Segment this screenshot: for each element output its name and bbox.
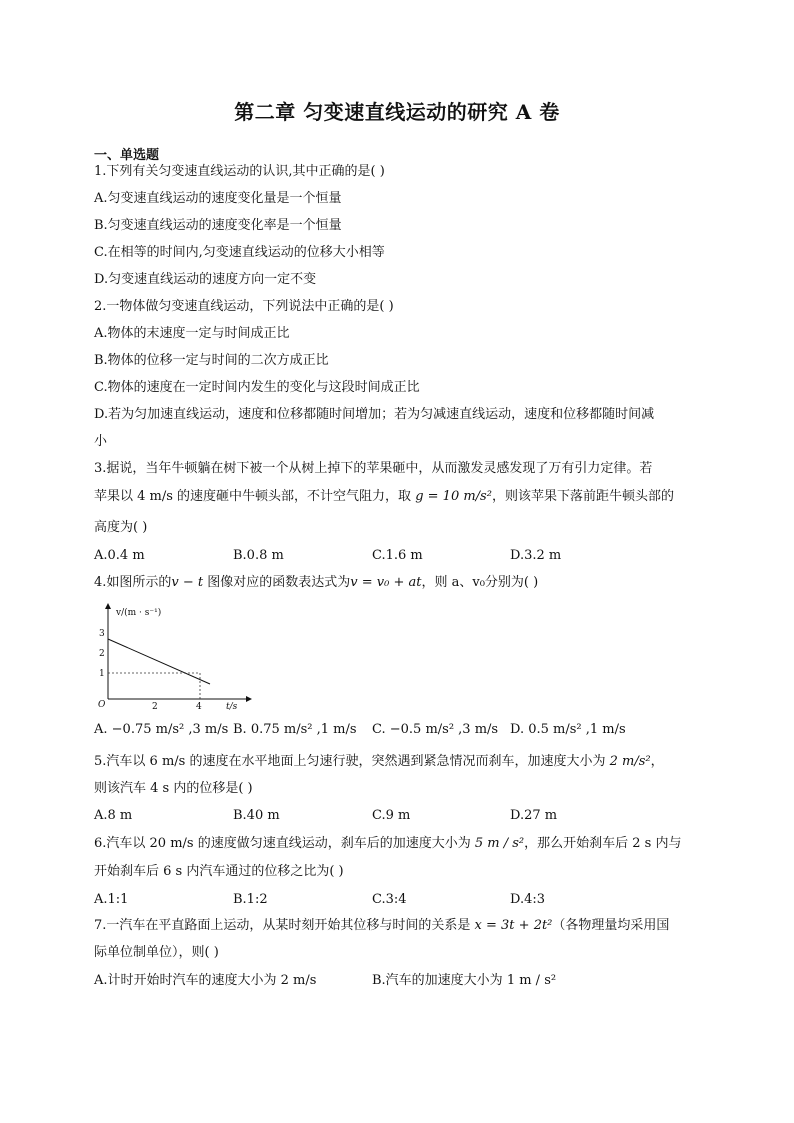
q7-displacement-formula: x = 3t + 2t²	[474, 918, 553, 933]
q4-option-b: B. 0.75 m/s² ,1 m/s	[233, 722, 357, 737]
q6-option-c: C.3:4	[372, 892, 407, 907]
x-tick-2: 2	[152, 702, 158, 711]
velocity-line	[108, 639, 210, 684]
q1-option-b: B.匀变速直线运动的速度变化率是一个恒量	[94, 218, 342, 233]
q7-option-b: B.汽车的加速度大小为 1 m / s²	[372, 973, 557, 988]
q2-option-d-line1: D.若为匀加速直线运动，速度和位移都随时间增加；若为匀减速直线运动，速度和位移都随时间减	[94, 407, 655, 422]
x-axis-label: t/s	[226, 702, 238, 711]
q3-stem-line3: 高度为( )	[94, 520, 148, 535]
q5-text-a: 5.汽车以 6 m/s 的速度在水平地面上匀速行驶，突然遇到紧急情况而刹车，加速度大小为	[94, 754, 610, 769]
q5-text-c: ，	[650, 754, 664, 769]
q6-stem-line2: 开始刹车后 6 s 内汽车通过的位移之比为( )	[94, 864, 344, 879]
q3-gravity-formula: g = 10 m/s²	[415, 489, 492, 504]
q1-stem: 1.下列有关匀变速直线运动的认识,其中正确的是( )	[94, 164, 385, 179]
q2-stem: 2.一物体做匀变速直线运动，下列说法中正确的是( )	[94, 299, 394, 314]
q6-option-d: D.4:3	[510, 892, 546, 907]
q7-option-a: A.计时开始时汽车的速度大小为 2 m/s	[94, 973, 317, 988]
q4-text-b: 图像对应的函数表达式为	[203, 575, 351, 590]
q2-option-d-line2: 小	[94, 434, 108, 449]
q2-option-a: A.物体的末速度一定与时间成正比	[94, 326, 290, 341]
q5-stem-line1	[94, 752, 664, 772]
q4-equation: v = v₀ + at	[350, 575, 422, 590]
q2-option-c: C.物体的速度在一定时间内发生的变化与这段时间成正比	[94, 380, 420, 395]
q4-stem	[94, 573, 538, 593]
origin-label: O	[98, 700, 106, 710]
q7-stem-line2: 际单位制单位），则( )	[94, 945, 219, 960]
vt-graph	[96, 603, 256, 711]
x-axis-arrow	[246, 696, 252, 702]
q1-option-d: D.匀变速直线运动的速度方向一定不变	[94, 272, 317, 287]
y-tick-2: 2	[99, 649, 105, 659]
q4-option-c: C. −0.5 m/s² ,3 m/s	[372, 722, 499, 737]
q4-vt-label: v − t	[171, 575, 204, 590]
series-layer	[108, 639, 210, 684]
y-tick-3: 3	[99, 629, 105, 639]
y-axis-label: v/(m · s⁻¹)	[116, 608, 162, 618]
q3-option-d: D.3.2 m	[510, 548, 562, 563]
q4-option-d: D. 0.5 m/s² ,1 m/s	[510, 722, 626, 737]
q3-option-a: A.0.4 m	[94, 548, 145, 563]
q6-option-a: A.1:1	[94, 892, 129, 907]
q3-stem-line2	[94, 487, 674, 507]
q7-stem-line1	[94, 916, 669, 936]
q4-text-a: 4.如图所示的	[94, 575, 172, 590]
q4-text-c: ，则 a、v₀分别为( )	[421, 575, 539, 590]
q3-option-b: B.0.8 m	[233, 548, 284, 563]
y-tick-1: 1	[99, 669, 105, 679]
q4-option-a: A. −0.75 m/s² ,3 m/s	[94, 722, 229, 737]
q6-text-c: ，那么开始刹车后 2 s 内与	[524, 836, 682, 851]
q5-accel-value: 2 m/s²	[609, 754, 651, 769]
q5-option-c: C.9 m	[372, 808, 411, 823]
q1-option-c: C.在相等的时间内,匀变速直线运动的位移大小相等	[94, 245, 385, 260]
q6-text-a: 6.汽车以 20 m/s 的速度做匀速直线运动，刹车后的加速度大小为	[94, 836, 475, 851]
q3-option-c: C.1.6 m	[372, 548, 423, 563]
q5-option-d: D.27 m	[510, 808, 558, 823]
q7-text-a: 7.一汽车在平直路面上运动，从某时刻开始其位移与时间的关系是	[94, 918, 475, 933]
q3-text-a: 苹果以 4 m/s 的速度砸中牛顿头部，不计空气阻力，取	[94, 489, 416, 504]
x-tick-4: 4	[196, 702, 202, 711]
q6-accel-value: 5 m / s²	[474, 836, 525, 851]
q5-option-b: B.40 m	[233, 808, 280, 823]
q1-option-a: A.匀变速直线运动的速度变化量是一个恒量	[94, 191, 342, 206]
section-heading: 一、单选题	[94, 148, 160, 163]
q3-stem-line1: 3.据说，当年牛顿躺在树下被一个从树上掉下的苹果砸中，从而激发灵感发现了万有引力定律。若	[94, 461, 653, 476]
q7-text-c: （各物理量均采用国	[552, 918, 670, 933]
q5-stem-line2: 则该汽车 4 s 内的位移是( )	[94, 781, 253, 796]
q5-option-a: A.8 m	[94, 808, 133, 823]
q6-stem-line1	[94, 834, 681, 854]
q3-text-c: ，则该苹果下落前距牛顿头部的	[491, 489, 674, 504]
y-axis-arrow	[105, 603, 111, 609]
page-title: 第二章 匀变速直线运动的研究 A 卷	[234, 100, 560, 124]
q2-option-b: B.物体的位移一定与时间的二次方成正比	[94, 353, 329, 368]
q6-option-b: B.1:2	[233, 892, 268, 907]
